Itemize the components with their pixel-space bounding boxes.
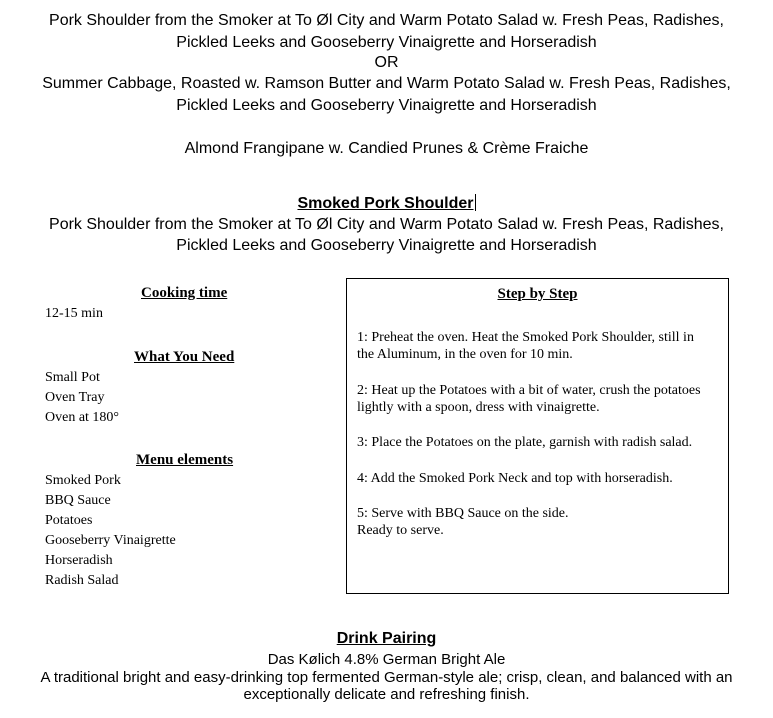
main-course-2-line1: Summer Cabbage, Roasted w. Ramson Butter and Warm Potato Salad w. Fresh Peas, Radishes, [42,75,731,92]
menu-element-item: Smoked Pork [45,473,121,488]
main-course-1-line1: Pork Shoulder from the Smoker at To Øl City and Warm Potato Salad w. Fresh Peas, Radishes, [49,12,724,29]
recipe-title-row [0,193,773,214]
step-5-line1: 5: Serve with BBQ Sauce on the side. [357,506,569,521]
drink-pairing-heading: Drink Pairing [336,630,437,647]
step-1-line2: the Aluminum, in the oven for 10 min. [357,347,573,362]
or-separator: OR [374,54,399,71]
recipe-desc-line1: Pork Shoulder from the Smoker at To Øl City and Warm Potato Salad w. Fresh Peas, Radishes, [49,216,724,233]
text-cursor [475,194,476,211]
drink-pairing-heading-row [0,628,773,649]
menu-element-item: Horseradish [45,553,113,568]
menu-element-item: BBQ Sauce [45,493,111,508]
menu-element-item: Potatoes [45,513,93,528]
step-2-line1: 2: Heat up the Potatoes with a bit of water, crush the potatoes [357,383,701,398]
cooking-time-heading: Cooking time [141,285,228,301]
menu-elements-heading: Menu elements [136,452,234,468]
step-by-step-box [346,278,729,594]
drink-desc-line2: exceptionally delicate and refreshing finish. [243,686,530,703]
menu-element-item: Gooseberry Vinaigrette [45,533,176,548]
dessert-line: Almond Frangipane w. Candied Prunes & Crème Fraiche [184,140,589,157]
need-item: Oven at 180° [45,410,120,425]
drink-desc-line1: A traditional bright and easy-drinking top fermented German-style ale; crisp, clean, and balanced with an [40,669,733,686]
step-4: 4: Add the Smoked Pork Neck and top with horseradish. [357,471,673,486]
drink-name: Das Kølich 4.8% German Bright Ale [267,651,506,668]
step-3: 3: Place the Potatoes on the plate, garnish with radish salad. [357,435,693,450]
menu-element-item: Radish Salad [45,573,119,588]
step-2-line2: lightly with a spoon, dress with vinaigrette. [357,400,600,415]
main-course-2-line2: Pickled Leeks and Gooseberry Vinaigrette and Horseradish [176,97,597,114]
need-item: Small Pot [45,370,100,385]
step-1-line1: 1: Preheat the oven. Heat the Smoked Pork Shoulder, still in [357,330,694,345]
need-item: Oven Tray [45,390,105,405]
cooking-time-value: 12-15 min [45,306,103,321]
step-by-step-heading: Step by Step [497,286,578,302]
main-course-1-line2: Pickled Leeks and Gooseberry Vinaigrette and Horseradish [176,34,597,51]
recipe-desc-line2: Pickled Leeks and Gooseberry Vinaigrette and Horseradish [176,237,597,254]
step-5-line2: Ready to serve. [357,523,444,538]
recipe-title[interactable]: Smoked Pork Shoulder [297,195,474,212]
what-you-need-heading: What You Need [134,349,235,365]
